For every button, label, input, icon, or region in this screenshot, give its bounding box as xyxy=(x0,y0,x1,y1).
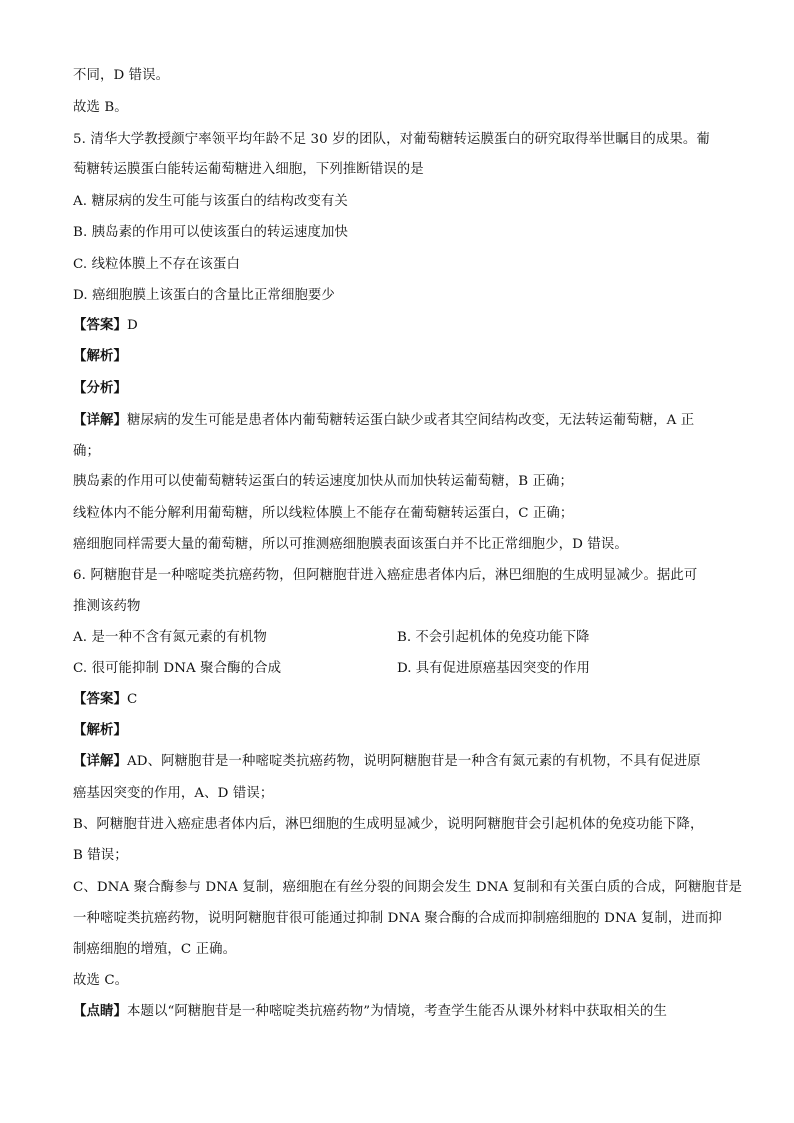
text-line: 线粒体内不能分解利用葡萄糖，所以线粒体膜上不能存在葡萄糖转运蛋白，C 正确； xyxy=(73,506,574,521)
detail-text: AD、阿糖胞苷是一种嘧啶类抗癌药物，说明阿糖胞苷是一种含有氮元素的有机物，不具有促进原 xyxy=(126,754,701,769)
fenxi-tag: 【分析】 xyxy=(73,381,127,396)
comment-text: 本题以“阿糖胞苷是一种嘧啶类抗癌药物”为情境，考查学生能否从课外材料中获取相关的生 xyxy=(126,1004,667,1019)
question-6-stem: 6. 阿糖胞苷是一种嘧啶类抗癌药物，但阿糖胞苷进入癌症患者体内后，淋巴细胞的生成明显减少。据此可 xyxy=(73,568,698,583)
question-5-stem-cont: 萄糖转运膜蛋白能转运葡萄糖进入细胞，下列推断错误的是 xyxy=(73,162,424,177)
detail-tag: 【详解】 xyxy=(73,413,127,428)
question-5-stem: 5. 清华大学教授颜宁率领平均年龄不足 30 岁的团队，对葡萄糖转运膜蛋白的研究取得举世瞩目的成果。葡 xyxy=(73,132,710,147)
answer-line xyxy=(73,316,723,336)
text-line: 一种嘧啶类抗癌药物，说明阿糖胞苷很可能通过抑制 DNA 聚合酶的合成而抑制癌细胞的 DNA 复制，进而抑 xyxy=(73,911,722,926)
text-line: 癌基因突变的作用，A、D 错误； xyxy=(73,786,274,801)
detail-line xyxy=(73,411,723,431)
option-a: A. 是一种不含有氮元素的有机物 xyxy=(73,630,267,645)
analysis-line xyxy=(73,721,723,741)
fenxi-line xyxy=(73,379,723,399)
detail-line xyxy=(73,752,723,772)
answer-tag: 【答案】 xyxy=(73,692,127,707)
option-d: D. 癌细胞膜上该蛋白的含量比正常细胞要少 xyxy=(73,288,335,303)
analysis-line xyxy=(73,347,723,367)
option-c: C. 很可能抑制 DNA 聚合酶的合成 xyxy=(73,661,282,676)
option-c: C. 线粒体膜上不存在该蛋白 xyxy=(73,257,240,272)
answer-value: D xyxy=(126,318,138,333)
question-6-stem-cont: 推测该药物 xyxy=(73,599,141,614)
text-line: B 错误； xyxy=(73,848,128,863)
detail-text: 糖尿病的发生可能是患者体内葡萄糖转运蛋白缺少或者其空间结构改变，无法转运葡萄糖，A 正 xyxy=(126,413,695,428)
text-line: 癌细胞同样需要大量的葡萄糖，所以可推测癌细胞膜表面该蛋白并不比正常细胞少，D 错误。 xyxy=(73,537,628,552)
answer-tag: 【答案】 xyxy=(73,318,127,333)
option-b: B. 胰岛素的作用可以使该蛋白的转运速度加快 xyxy=(73,225,348,240)
detail-tag: 【详解】 xyxy=(73,754,127,769)
text-line: 胰岛素的作用可以使葡萄糖转运蛋白的转运速度加快从而加快转运葡萄糖，B 正确； xyxy=(73,474,573,489)
text-line: 确； xyxy=(73,444,100,459)
text-line: B、阿糖胞苷进入癌症患者体内后，淋巴细胞的生成明显减少，说明阿糖胞苷会引起机体的免疫功能下降， xyxy=(73,817,704,832)
text-line: 故选 B。 xyxy=(73,100,128,115)
text-line: 不同，D 错误。 xyxy=(73,68,170,83)
analysis-tag: 【解析】 xyxy=(73,723,127,738)
answer-line xyxy=(73,690,723,710)
option-a: A. 糖尿病的发生可能与该蛋白的结构改变有关 xyxy=(73,194,348,209)
comment-tag: 【点睛】 xyxy=(73,1004,127,1019)
option-d: D. 具有促进原癌基因突变的作用 xyxy=(397,661,590,676)
option-b: B. 不会引起机体的免疫功能下降 xyxy=(397,630,590,645)
text-line: 故选 C。 xyxy=(73,973,129,988)
answer-value: C xyxy=(126,692,138,707)
comment-line xyxy=(73,1002,723,1022)
text-line: 制癌细胞的增殖，C 正确。 xyxy=(73,942,237,957)
analysis-tag: 【解析】 xyxy=(73,349,127,364)
text-line: C、DNA 聚合酶参与 DNA 复制，癌细胞在有丝分裂的间期会发生 DNA 复制和有关蛋白质的合成，阿糖胞苷是 xyxy=(73,880,743,895)
